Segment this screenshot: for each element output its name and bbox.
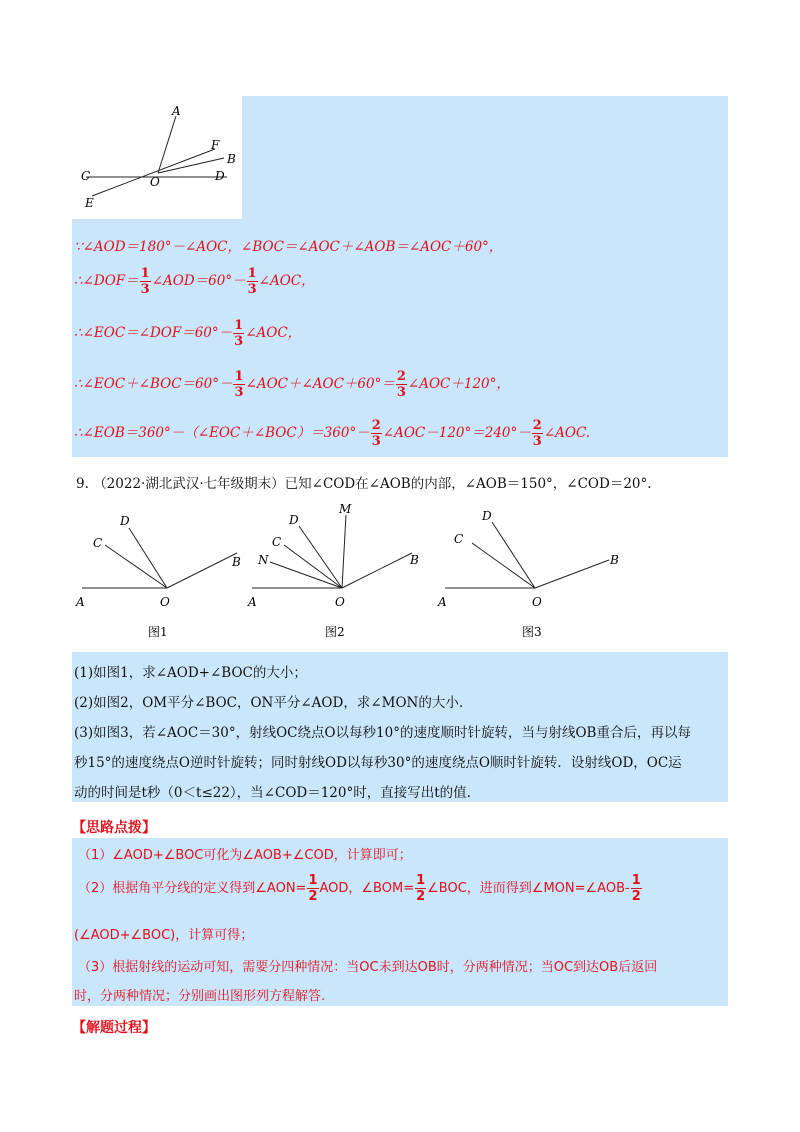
label-f: F [211, 138, 220, 152]
hint-2: （2）根据角平分线的定义得到∠AON= $\frac{1}{2}$ AOD，∠BOM= $\frac{1}{2}$ ∠BOC，进而得到∠MON=∠AOB- $\frac{1}{2}$ [78, 873, 641, 904]
svg-text:O: O [335, 595, 345, 609]
label-o: O [150, 175, 160, 189]
svg-text:O: O [532, 595, 542, 609]
question-part-1: (1)如图1，求∠AOD+∠BOC的大小； [74, 665, 307, 681]
svg-text:N: N [258, 553, 269, 567]
solution-line-4: ∴∠EOC＋∠BOC＝60°－ $\frac{1}{3}$ ∠AOC＋∠AOC＋60°＝ $\frac{2}{3}$ ∠AOC＋120°， [74, 369, 510, 400]
fig2-caption: 图2 [325, 625, 345, 639]
question-9-stem [76, 472, 652, 492]
question-number: 9. [76, 476, 89, 492]
figure-2 [247, 502, 419, 639]
label-b: B [227, 152, 236, 166]
question-stem: 已知∠COD在∠AOB的内部，∠AOB＝150°，∠COD＝20°. [284, 476, 652, 492]
fraction: $\frac{1}{3}$ [234, 318, 244, 349]
question-figures [72, 500, 622, 642]
fig1-caption: 图1 [148, 625, 168, 639]
question-part-3-line-1: (3)如图3，若∠AOC＝30°，射线OC绕点O以每秒10°的速度顺时针旋转，当与射线OB重合后，再以每 [74, 725, 691, 741]
label-a: A [172, 104, 181, 118]
solution-line-3: ∴∠EOC＝∠DOF＝60°－ $\frac{1}{3}$ ∠AOC， [74, 318, 302, 349]
label-c: C [81, 169, 91, 183]
hint-1: （1）∠AOD+∠BOC可化为∠AOB+∠COD，计算即可； [78, 848, 412, 863]
svg-text:A: A [438, 595, 447, 609]
solution-line-1: ∵∠AOD＝180°－∠AOC，∠BOC＝∠AOC＋∠AOB＝∠AOC＋60°， [74, 239, 503, 255]
figure-3 [437, 509, 619, 639]
solution-line-5: ∴∠EOB＝360°－（∠EOC＋∠BOC）＝360°－ $\frac{2}{3}$ ∠AOC－120°＝240°－ $\frac{2}{3}$ ∠AOC. [74, 418, 591, 449]
label-d: D [215, 169, 225, 183]
svg-text:O: O [160, 595, 170, 609]
fraction: $\frac{1}{2}$ [308, 873, 318, 904]
solution-line-2: ∴∠DOF＝ $\frac{1}{3}$ ∠AOD＝60°－ $\frac{1}{3}$ ∠AOC， [74, 266, 315, 297]
svg-text:D: D [120, 514, 130, 528]
hint-3-line-2: 时，分两种情况；分别画出图形列方程解答. [74, 989, 326, 1004]
svg-text:C: C [272, 535, 282, 549]
question-part-2: (2)如图2，OM平分∠BOC，ON平分∠AOD，求∠MON的大小. [74, 695, 464, 711]
svg-text:A: A [76, 595, 85, 609]
hint-2-continued: (∠AOD+∠BOC)，计算可得； [74, 928, 254, 943]
svg-text:A: A [248, 595, 257, 609]
fraction: $\frac{1}{3}$ [140, 266, 150, 297]
svg-text:C: C [454, 532, 464, 546]
label-e: E [85, 196, 94, 210]
svg-text:B: B [410, 553, 419, 567]
svg-text:M: M [339, 502, 352, 516]
fraction: $\frac{2}{3}$ [532, 418, 542, 449]
question-part-3-line-3: 动的时间是t秒（0＜t≤22），当∠COD＝120°时，直接写出t的值. [74, 785, 471, 801]
fraction: $\frac{1}{3}$ [234, 369, 244, 400]
svg-text:D: D [482, 509, 492, 523]
hint-panel [72, 838, 728, 1006]
svg-text:C: C [93, 536, 103, 550]
fig3-caption: 图3 [522, 625, 542, 639]
fraction: $\frac{2}{3}$ [396, 369, 406, 400]
hint-3-line-1: （3）根据射线的运动可知，需要分四种情况：当OC未到达OB时，分两种情况；当OC到达OB后返回 [78, 960, 658, 975]
figure-top [72, 96, 242, 219]
svg-text:B: B [610, 553, 619, 567]
figure-1 [75, 514, 241, 639]
fraction: $\frac{1}{2}$ [416, 873, 426, 904]
fraction: $\frac{1}{3}$ [247, 266, 257, 297]
svg-text:B: B [232, 555, 241, 569]
fraction: $\frac{2}{3}$ [371, 418, 381, 449]
fraction: $\frac{1}{2}$ [631, 873, 641, 904]
svg-text:D: D [289, 513, 299, 527]
question-source: （2022·湖北武汉·七年级期末） [93, 476, 285, 492]
hint-section-title: 【思路点拨】 [72, 820, 156, 836]
question-part-3-line-2: 秒15°的速度绕点O逆时针旋转；同时射线OD以每秒30°的速度绕点O顺时针旋转．设射线OD，OC运 [74, 755, 682, 771]
process-section-title: 【解题过程】 [72, 1020, 156, 1036]
